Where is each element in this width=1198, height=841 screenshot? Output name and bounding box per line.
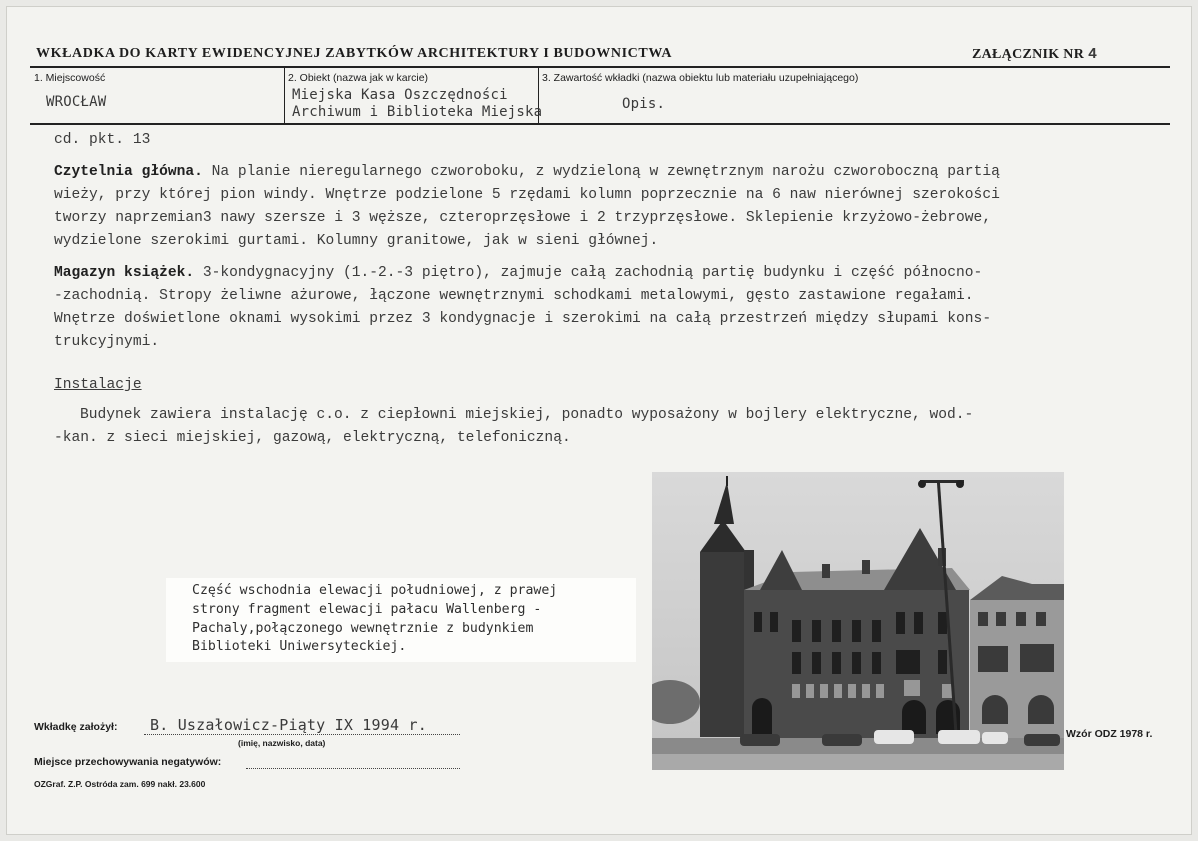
reading-room-line-1 <box>54 164 1000 180</box>
content-value: Opis. <box>622 96 666 112</box>
reading-room-heading: Czytelnia główna. <box>54 164 203 180</box>
object-label: 2. Obiekt (nazwa jak w karcie) <box>288 72 429 84</box>
annex-number: 4 <box>1087 46 1098 63</box>
installations-line-1: Budynek zawiera instalację c.o. z ciepłowni miejskiej, ponadto wyposażony w bojlery elektryczne, wod.- <box>80 407 974 423</box>
object-value-line1: Miejska Kasa Oszczędności <box>292 87 508 103</box>
storage-heading: Magazyn książek. <box>54 265 195 281</box>
author-label: Wkładkę założył: <box>34 721 118 733</box>
continuation-note: cd. pkt. 13 <box>54 132 151 148</box>
reading-room-line-3: tworzy naprzemian3 nawy szersze i 3 węższe, czteroprzęsłowe i 2 trzyprzęsłowe. Sklepienie krzyżowo-żebrowe, <box>54 210 992 226</box>
building-photograph <box>652 472 1064 770</box>
reading-room-line-2: wieży, przy której pion windy. Wnętrze podzielone 5 rzędami kolumn poprzecznie na 6 naw nierównej szerokości <box>54 187 1000 203</box>
caption-line-1: Część wschodnia elewacji południowej, z prawej <box>192 583 558 598</box>
header-bottom-rule <box>30 123 1170 125</box>
header-top-rule <box>30 66 1170 68</box>
form-pattern-note: Wzór ODZ 1978 r. <box>1066 728 1153 740</box>
negatives-dotted-line <box>246 768 460 769</box>
locality-label: 1. Miejscowość <box>34 72 106 84</box>
author-dotted-line <box>144 734 460 735</box>
caption-line-3: Pachaly,połączonego wewnętrznie z budynkiem <box>192 621 534 636</box>
object-value-line2: Archiwum i Biblioteka Miejska <box>292 104 543 120</box>
reading-room-line-4: wydzielone szerokimi gurtami. Kolumny granitowe, jak w sieni głównej. <box>54 233 659 249</box>
printer-note: OZGraf. Z.P. Ostróda zam. 699 nakł. 23.600 <box>34 779 206 789</box>
annex-label-text: ZAŁĄCZNIK NR <box>972 47 1085 62</box>
installations-heading: Instalacje <box>54 377 142 393</box>
storage-line-1 <box>54 265 982 281</box>
photo-caption-slip <box>166 578 636 662</box>
storage-line-3: Wnętrze doświetlone oknami wysokimi przez 3 kondygnacje i szerokimi na całą przestrzeń między słupami kons- <box>54 311 992 327</box>
caption-line-4: Biblioteki Uniwersyteckiej. <box>192 639 407 654</box>
locality-value: WROCŁAW <box>46 94 107 110</box>
storage-line-4: trukcyjnymi. <box>54 334 160 350</box>
field-divider-1 <box>284 67 285 124</box>
storage-text-0: 3-kondygnacyjny (1.-2.-3 piętro), zajmuje całą zachodnią partię budynku i część północno- <box>194 265 983 281</box>
building-photo-image <box>652 472 1064 770</box>
negatives-label: Miejsce przechowywania negatywów: <box>34 756 222 768</box>
reading-room-text-0: Na planie nieregularnego czworoboku, z wydzieloną w zewnętrznym narożu czworoboczną partią <box>202 164 1000 180</box>
content-label: 3. Zawartość wkładki (nazwa obiektu lub materiału uzupełniającego) <box>542 72 859 84</box>
caption-line-2: strony fragment elewacji pałacu Wallenberg - <box>192 602 542 617</box>
installations-line-2: -kan. z sieci miejskiej, gazową, elektryczną, telefoniczną. <box>54 430 571 446</box>
author-hint: (imię, nazwisko, data) <box>238 738 326 748</box>
form-title: WKŁADKA DO KARTY EWIDENCYJNEJ ZABYTKÓW ARCHITEKTURY I BUDOWNICTWA <box>36 46 673 61</box>
author-value: B. Uszałowicz-Piąty IX 1994 r. <box>150 716 427 734</box>
storage-line-2: -zachodnią. Stropy żeliwne ażurowe, łączone wewnętrznymi schodkami metalowymi, gęsto zastawione regałami. <box>54 288 974 304</box>
annex-label <box>972 46 1097 63</box>
